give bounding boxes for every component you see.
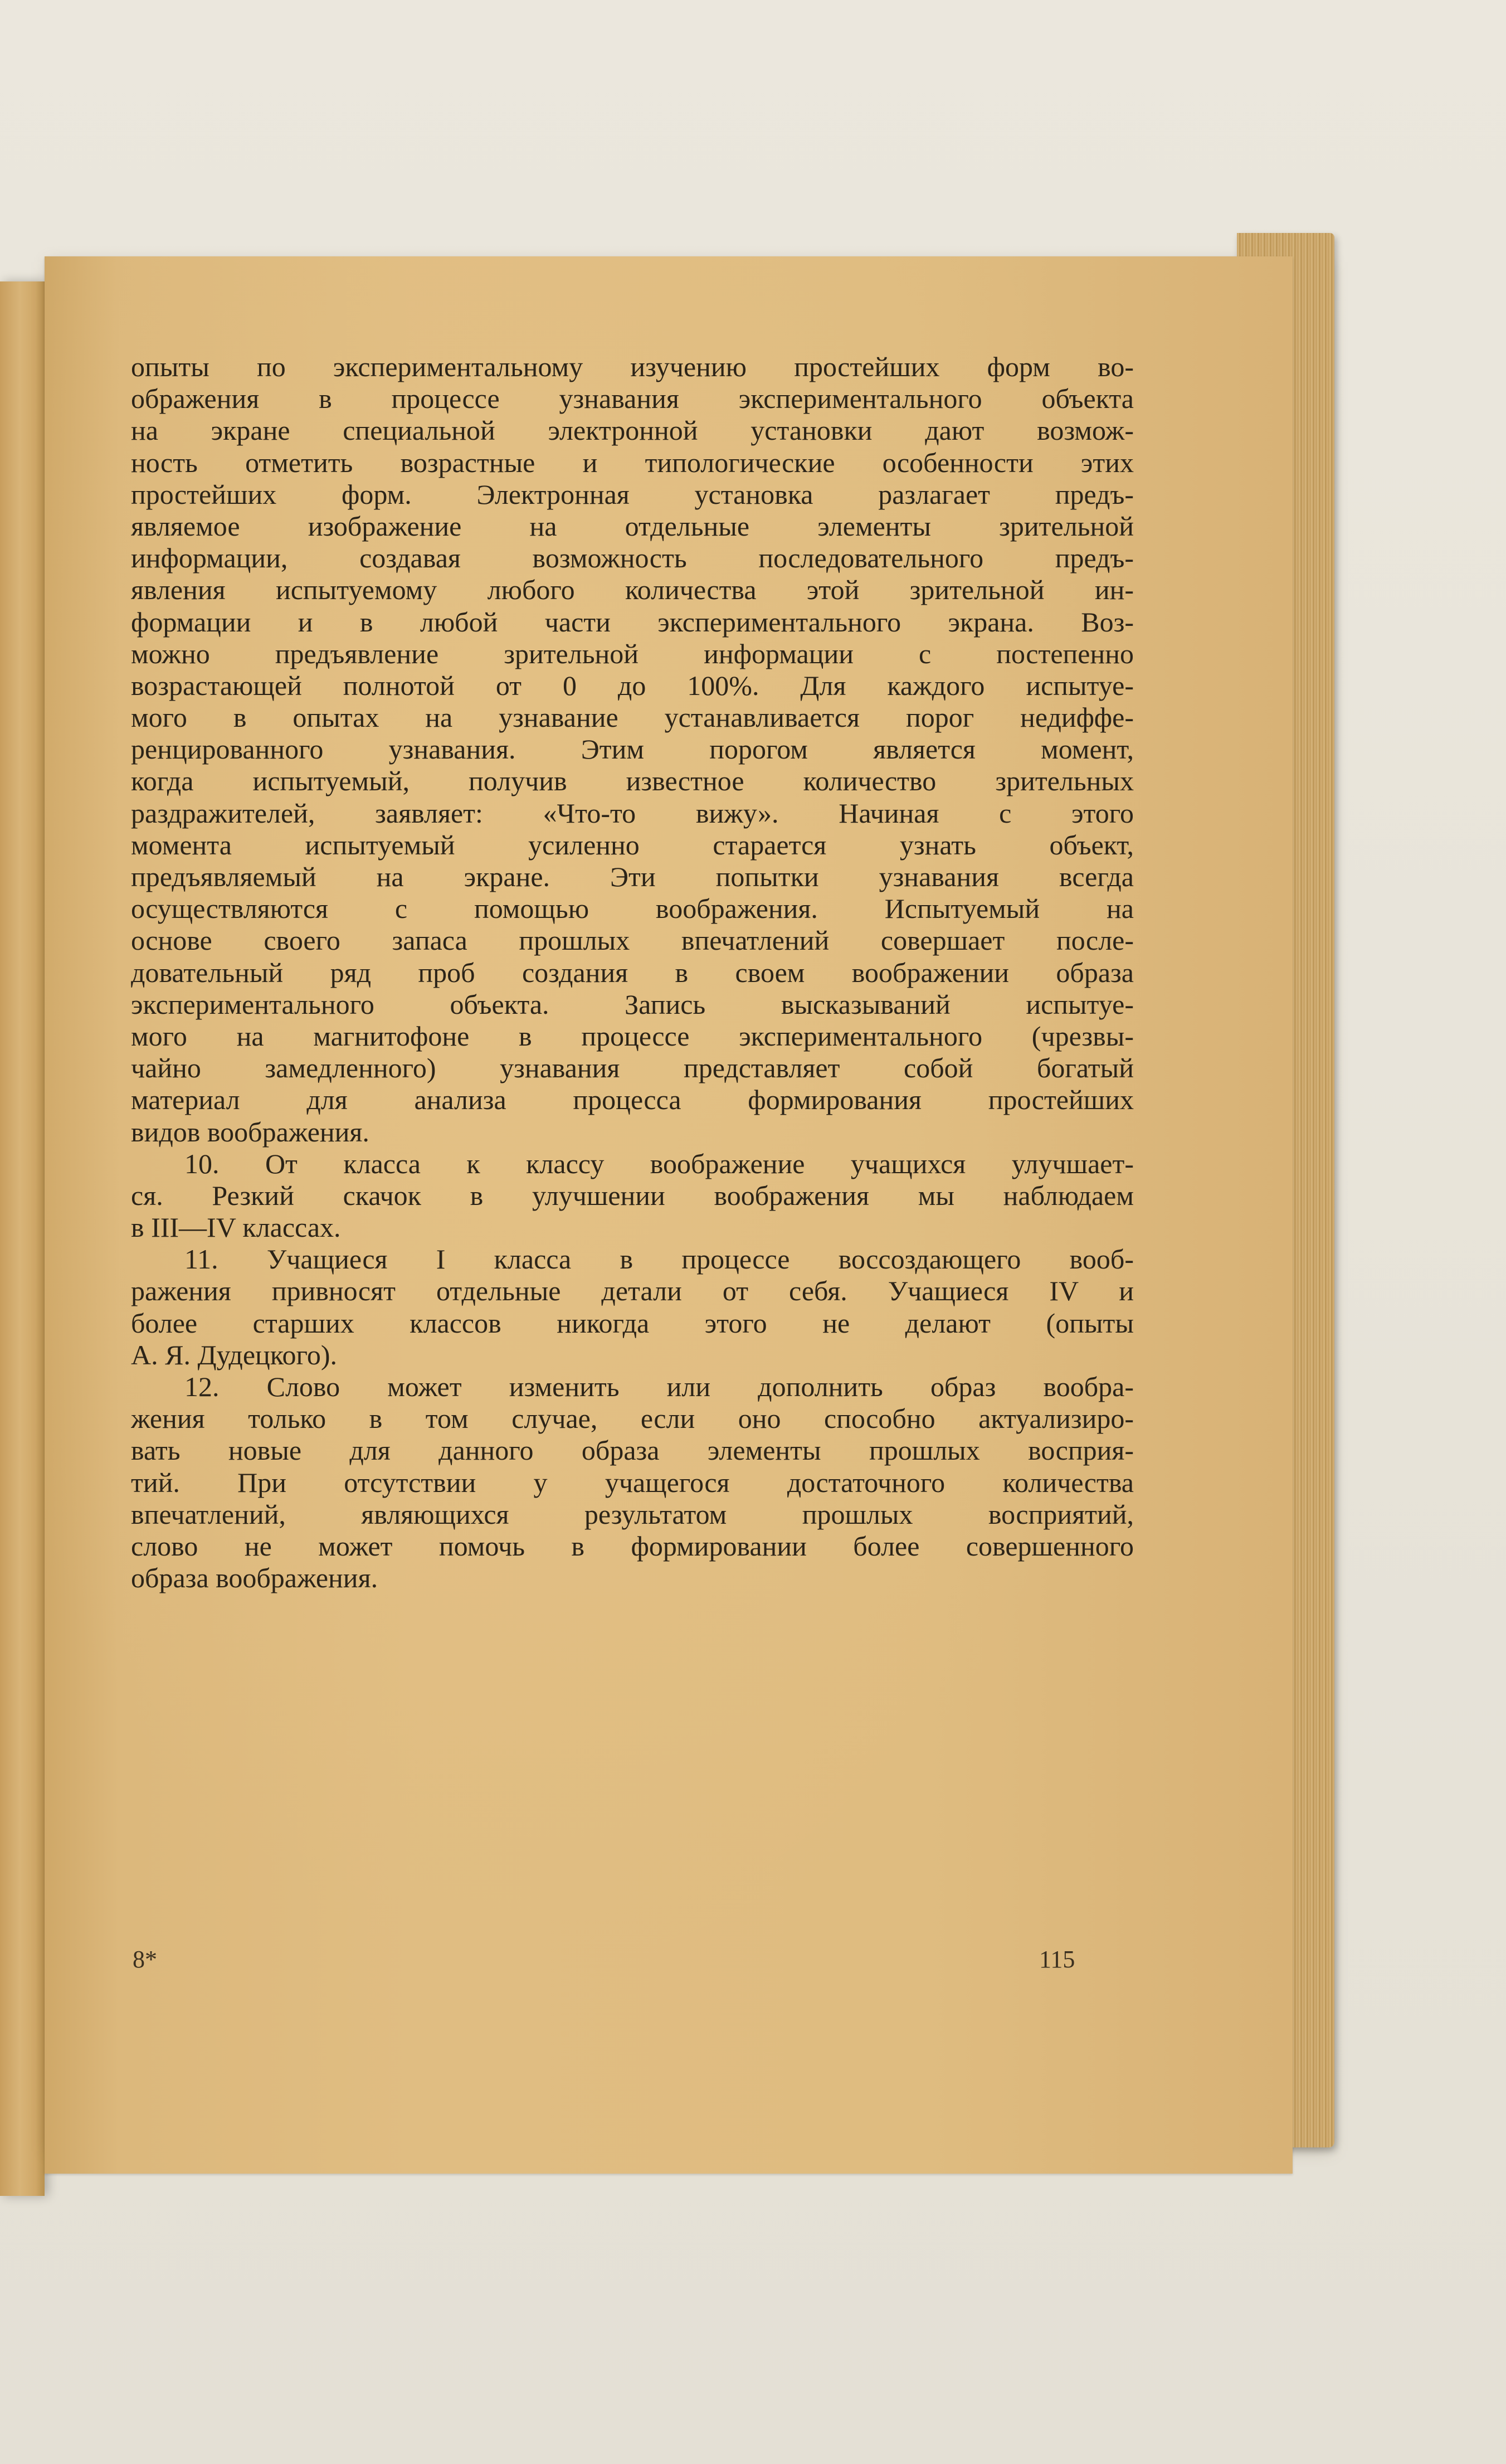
- text-line: тий. При отсутствии у учащегося достаточного количества: [131, 1466, 1134, 1498]
- text-line: возрастающей полнотой от 0 до 100%. Для каждого испытуе-: [131, 669, 1134, 701]
- text-line: на экране специальной электронной установки дают возмож-: [131, 415, 1134, 446]
- text-line: когда испытуемый, получив известное количество зрительных: [131, 765, 1134, 797]
- text-line: ражения привносят отдельные детали от себя. Учащиеся IV и: [131, 1275, 1134, 1307]
- text-line: экспериментального объекта. Запись высказываний испытуе-: [131, 988, 1134, 1020]
- text-line: момента испытуемый усиленно старается узнать объект,: [131, 829, 1134, 861]
- paragraph-10-start: 10. От класса к классу воображение учащихся улучшает-: [184, 1148, 1134, 1179]
- text-line: предъявляемый на экране. Эти попытки узнавания всегда: [131, 861, 1134, 892]
- text-line: слово не может помочь в формировании более совершенного: [131, 1530, 1134, 1562]
- facing-page-edge: [0, 281, 45, 2196]
- paragraph-11-start: 11. Учащиеся I класса в процессе воссоздающего вооб-: [184, 1243, 1134, 1275]
- text-line: ся. Резкий скачок в улучшении воображения мы наблюдаем: [131, 1179, 1134, 1211]
- text-line: ображения в процессе узнавания экспериментального объекта: [131, 383, 1134, 415]
- signature-mark: 8*: [133, 1946, 157, 1973]
- text-line: явления испытуемому любого количества этой зрительной ин-: [131, 574, 1134, 606]
- text-line: более старших классов никогда этого не делают (опыты: [131, 1307, 1134, 1339]
- text-line: основе своего запаса прошлых впечатлений совершает после-: [131, 925, 1134, 956]
- text-line: в III—IV классах.: [131, 1212, 341, 1243]
- text-line: ренцированного узнавания. Этим порогом является момент,: [131, 733, 1134, 765]
- text-line: видов воображения.: [131, 1116, 369, 1148]
- text-line: можно предъявление зрительной информации с постепенно: [131, 638, 1134, 669]
- text-line: мого на магнитофоне в процессе экспериментального (чрезвы-: [131, 1020, 1134, 1052]
- text-line: А. Я. Дудецкого).: [131, 1339, 337, 1370]
- text-line: информации, создавая возможность последовательного предъ-: [131, 542, 1134, 574]
- text-line: вать новые для данного образа элементы прошлых восприя-: [131, 1435, 1134, 1466]
- text-line: материал для анализа процесса формирования простейших: [131, 1084, 1134, 1116]
- text-line: являемое изображение на отдельные элементы зрительной: [131, 510, 1134, 542]
- text-line: опыты по экспериментальному изучению простейших форм во-: [131, 351, 1134, 382]
- text-line: раздражителей, заявляет: «Что-то вижу». Начиная с этого: [131, 797, 1134, 829]
- text-line: впечатлений, являющихся результатом прошлых восприятий,: [131, 1498, 1134, 1530]
- text-line: осуществляются с помощью воображения. Испытуемый на: [131, 893, 1134, 925]
- body-text: [131, 351, 1134, 1594]
- text-line: формации и в любой части экспериментального экрана. Воз-: [131, 606, 1134, 638]
- text-line: жения только в том случае, если оно способно актуализиро-: [131, 1403, 1134, 1435]
- text-line: довательный ряд проб создания в своем воображении образа: [131, 956, 1134, 988]
- page-number: 115: [1039, 1946, 1075, 1973]
- text-line: образа воображения.: [131, 1562, 378, 1594]
- text-line: чайно замедленного) узнавания представляет собой богатый: [131, 1052, 1134, 1084]
- text-line: мого в опытах на узнавание устанавливается порог недиффе-: [131, 702, 1134, 733]
- paragraph-12-start: 12. Слово может изменить или дополнить образ вообра-: [184, 1371, 1134, 1402]
- text-line: простейших форм. Электронная установка разлагает предъ-: [131, 478, 1134, 510]
- book-page: [45, 256, 1293, 2174]
- text-line: ность отметить возрастные и типологические особенности этих: [131, 446, 1134, 478]
